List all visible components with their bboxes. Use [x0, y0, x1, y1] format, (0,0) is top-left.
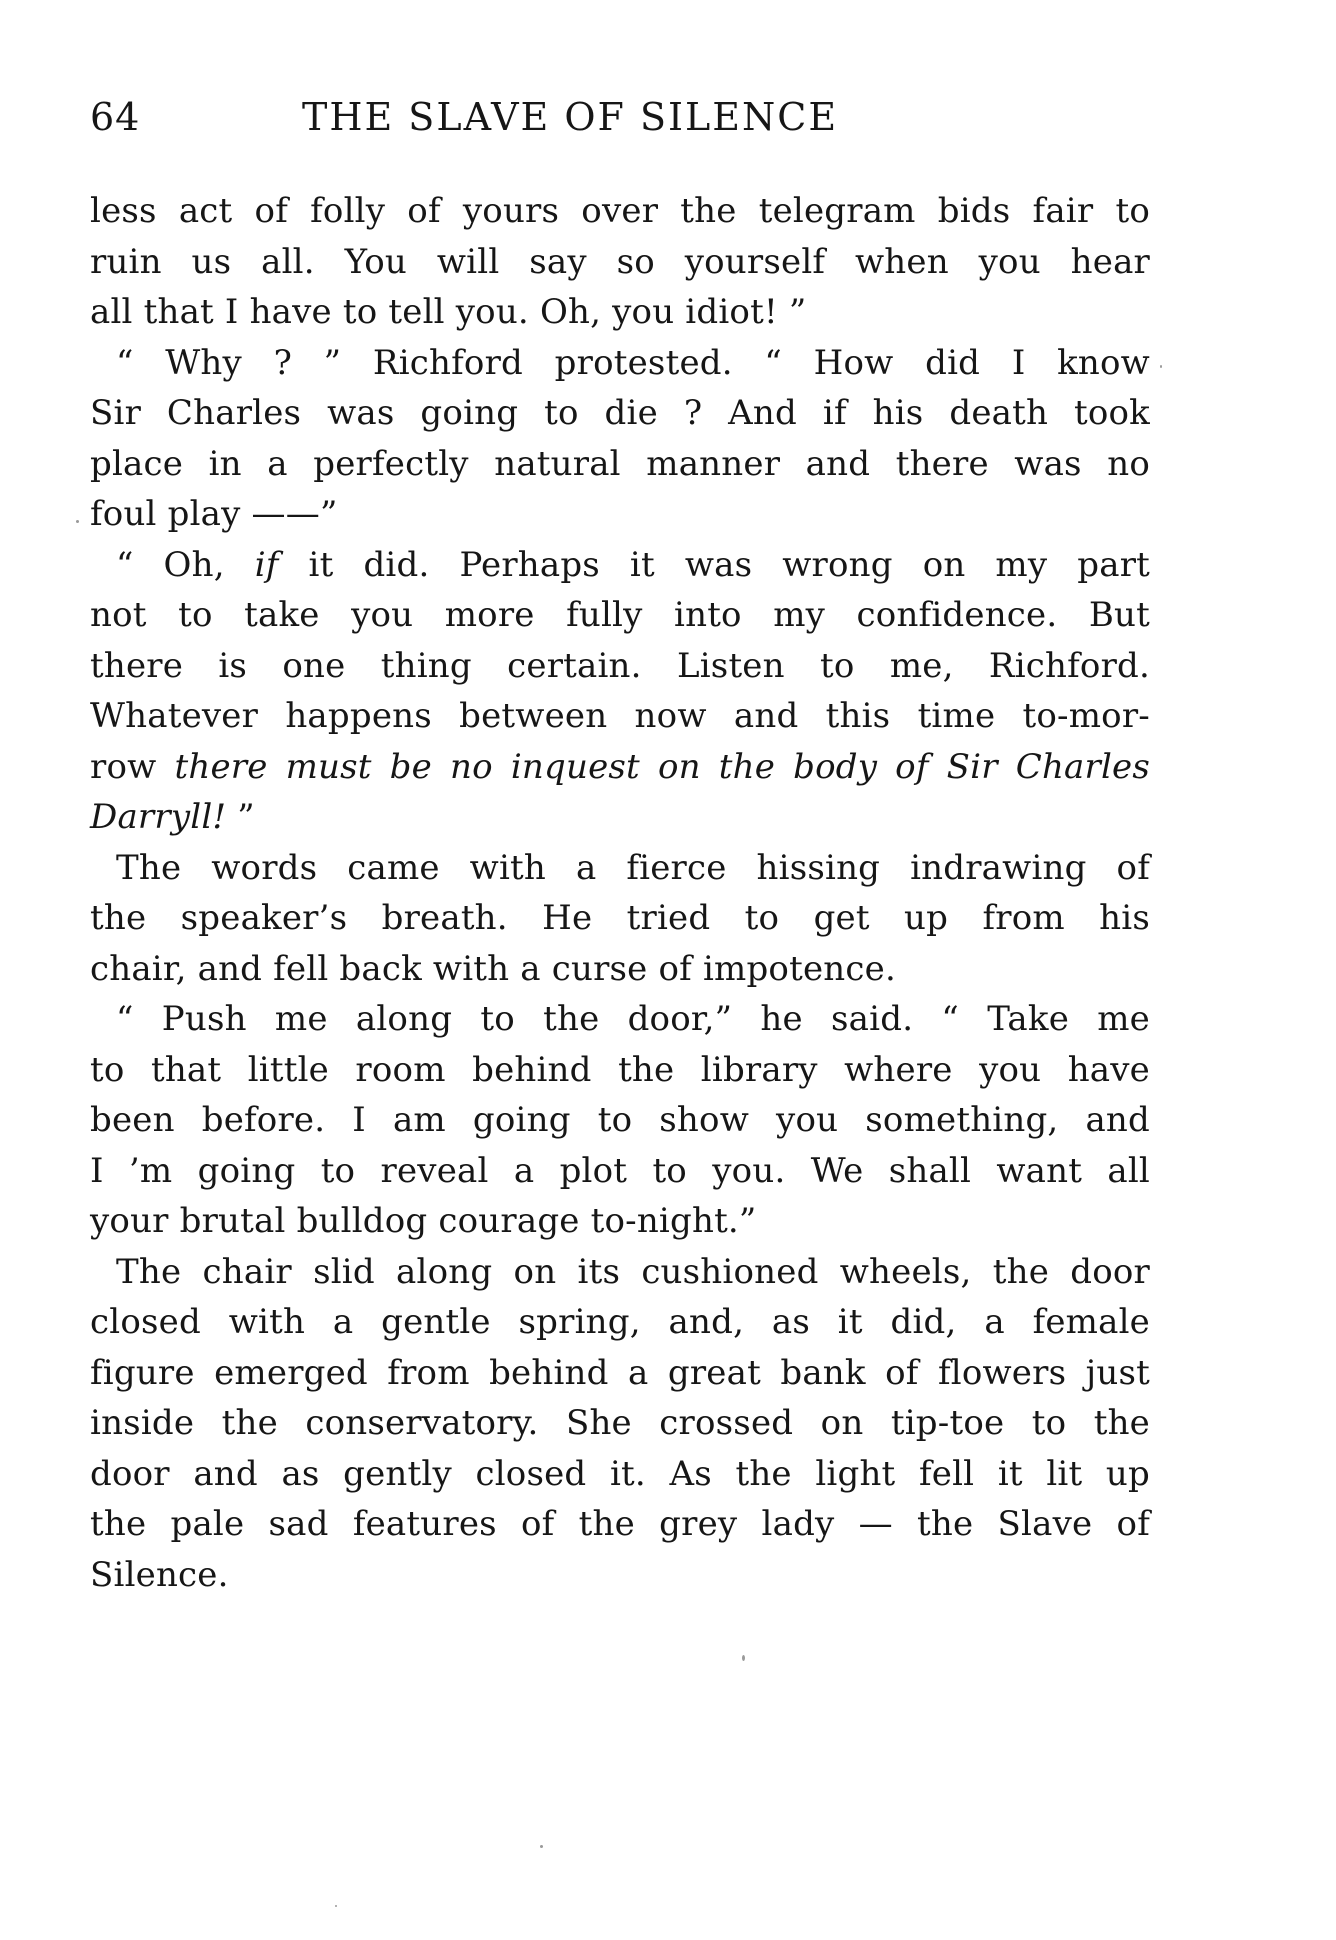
- text-line: [90, 590, 1150, 641]
- text-line: [90, 338, 1150, 389]
- line-text: chair, and fell back with a curse of impotence.: [90, 948, 896, 989]
- line-text: Silence.: [90, 1554, 229, 1595]
- line-text: ”: [237, 797, 255, 837]
- text-line: [90, 1247, 1150, 1298]
- line-text: door and as gently closed it. As the light fell it lit up: [90, 1453, 1150, 1494]
- text-line: [90, 1095, 1150, 1146]
- text-line: [90, 237, 1150, 288]
- italic-text: if: [254, 544, 279, 585]
- line-text: ruin us all. You will say so yourself when you hear: [90, 241, 1150, 282]
- print-speck: [540, 1845, 543, 1848]
- text-line: [90, 489, 1150, 540]
- text-line: [90, 893, 1150, 944]
- line-text: The chair slid along on its cushioned wheels, the door: [116, 1251, 1150, 1292]
- text-line: [90, 186, 1150, 237]
- line-text: the pale sad features of the grey lady — the Slave of: [90, 1504, 1150, 1544]
- text-line: [90, 540, 1150, 591]
- print-speck: [76, 520, 79, 523]
- line-text: there is one thing certain. Listen to me, Richford.: [90, 645, 1150, 686]
- text-line: [90, 994, 1150, 1045]
- line-text: row: [90, 746, 175, 787]
- line-text: closed with a gentle spring, and, as it did, a female: [90, 1302, 1150, 1342]
- print-speck: [335, 1905, 337, 1907]
- text-line: [90, 1045, 1150, 1096]
- text-line: [90, 691, 1150, 742]
- text-line: [90, 742, 1150, 793]
- line-text: “ Why ? ” Richford protested. “ How did I know: [116, 342, 1150, 383]
- line-text: Whatever happens between now and this time to-mor-: [90, 696, 1150, 736]
- italic-text: Darryll!: [90, 797, 238, 837]
- text-line: [90, 287, 1150, 338]
- text-line: [90, 439, 1150, 490]
- line-text: I ’m going to reveal a plot to you. We shall want all: [90, 1150, 1150, 1191]
- line-text: not to take you more fully into my confidence. But: [90, 595, 1150, 635]
- text-line: [90, 792, 1150, 843]
- line-text: inside the conservatory. She crossed on tip-toe to the: [90, 1403, 1150, 1443]
- line-text: place in a perfectly natural manner and there was no: [90, 443, 1150, 484]
- line-text: foul play ——”: [90, 494, 338, 534]
- italic-text: there must be no inquest on the body of Sir Charles: [174, 746, 1151, 787]
- text-line: [90, 1550, 1150, 1601]
- line-text: been before. I am going to show you something, and: [90, 1100, 1150, 1140]
- line-text: figure emerged from behind a great bank of flowers just: [90, 1352, 1150, 1393]
- line-text: less act of folly of yours over the telegram bids fair to: [90, 191, 1150, 231]
- text-line: [90, 1146, 1150, 1197]
- line-text: it did. Perhaps it was wrong on my part: [278, 544, 1151, 585]
- text-line: [90, 1196, 1150, 1247]
- line-text: your brutal bulldog courage to-night.”: [90, 1201, 757, 1241]
- text-line: [90, 1348, 1150, 1399]
- line-text: The words came with a fierce hissing indrawing of: [116, 847, 1150, 888]
- line-text: Sir Charles was going to die ? And if his death took: [90, 393, 1150, 433]
- text-line: [90, 641, 1150, 692]
- print-speck: [742, 1655, 745, 1661]
- running-title: THE SLAVE OF SILENCE: [302, 95, 839, 139]
- line-text: “ Oh,: [116, 544, 255, 585]
- line-text: the speaker’s breath. He tried to get up from his: [90, 898, 1150, 938]
- text-line: [90, 1449, 1150, 1500]
- body-text: [90, 186, 1150, 1600]
- text-line: [90, 1499, 1150, 1550]
- text-line: [90, 1297, 1150, 1348]
- line-text: all that I have to tell you. Oh, you idiot! ”: [90, 292, 807, 332]
- running-head: [90, 95, 1150, 145]
- page-number: 64: [90, 95, 141, 139]
- text-line: [90, 388, 1150, 439]
- text-line: [90, 944, 1150, 995]
- line-text: to that little room behind the library where you have: [90, 1049, 1150, 1090]
- print-speck: [1160, 365, 1162, 368]
- line-text: “ Push me along to the door,” he said. “ Take me: [116, 999, 1150, 1039]
- text-line: [90, 843, 1150, 894]
- text-line: [90, 1398, 1150, 1449]
